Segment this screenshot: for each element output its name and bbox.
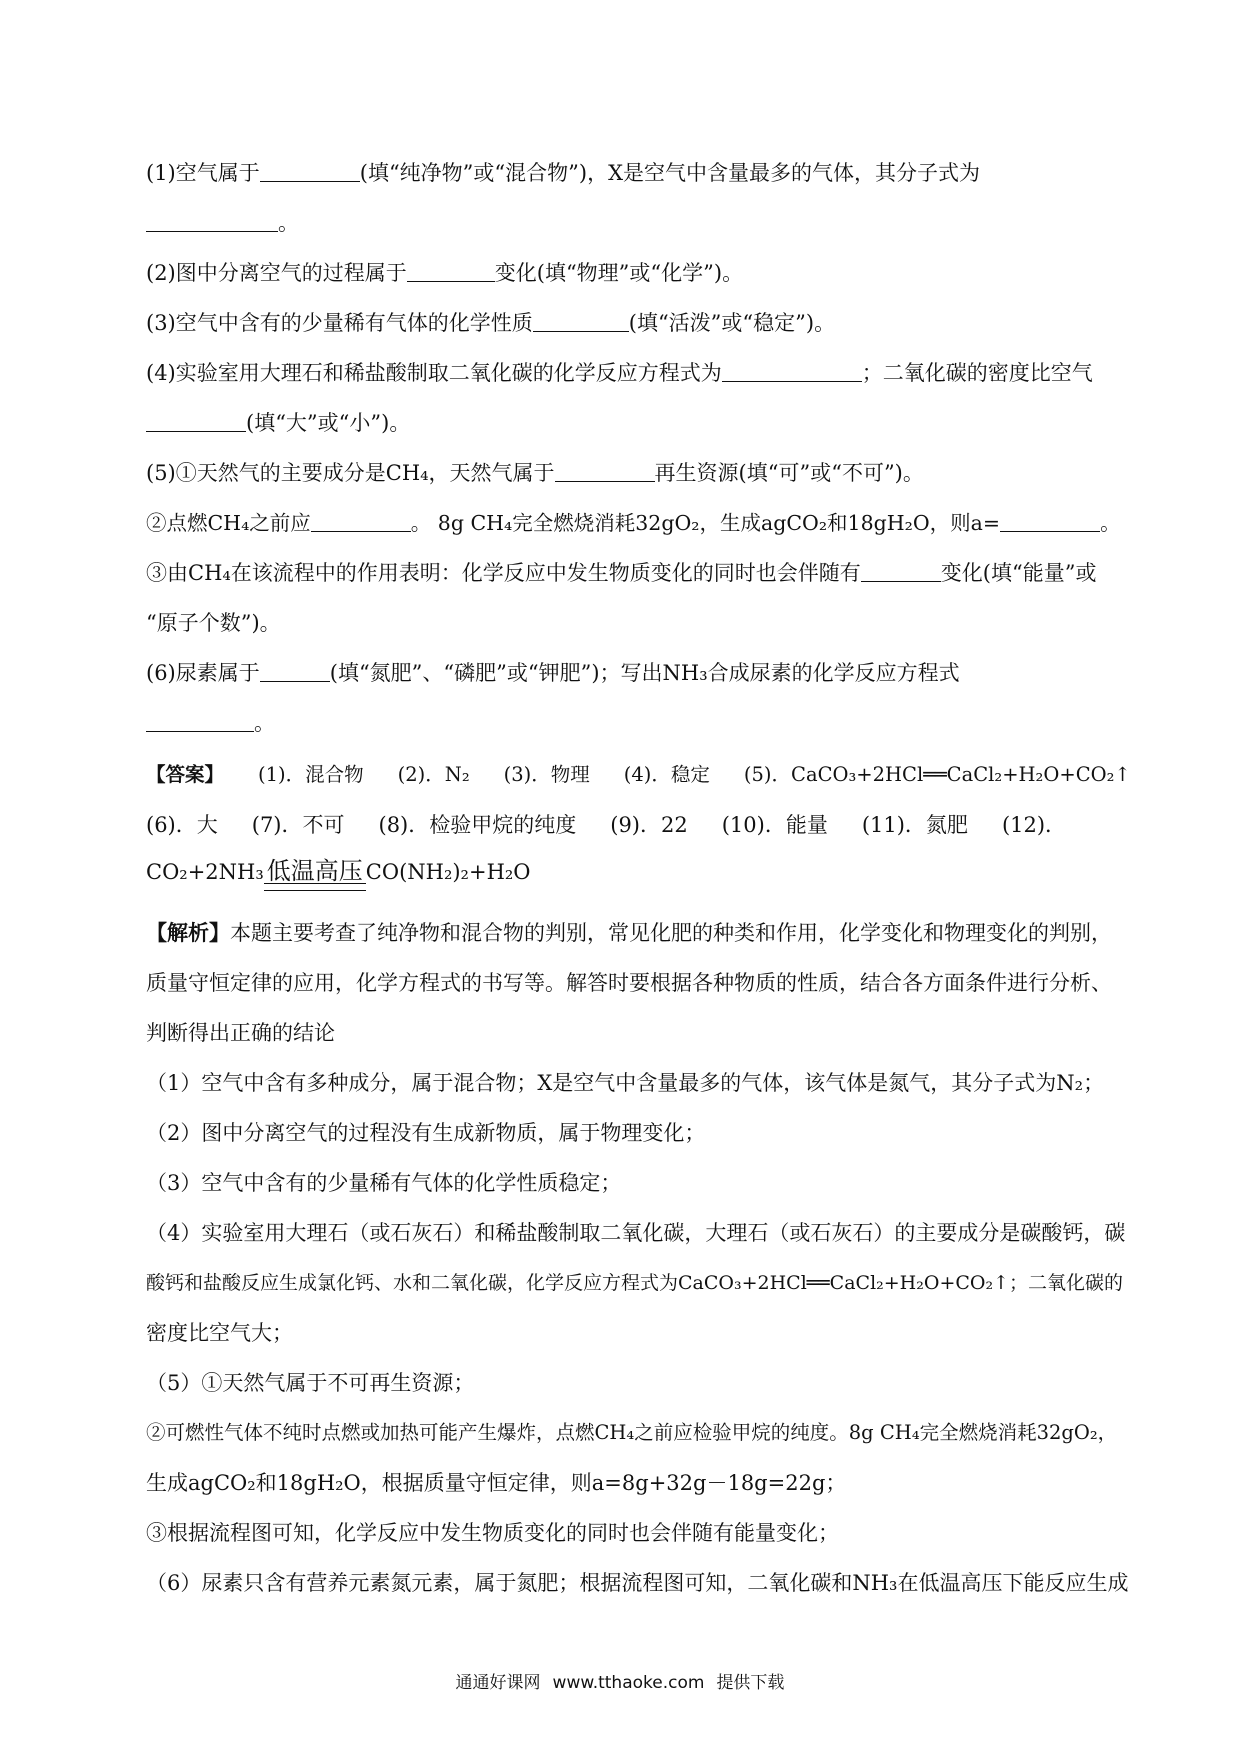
question-6-line-1 [146, 658, 1136, 688]
q6-blank-2 [146, 711, 254, 732]
analysis-p4-1 [146, 1218, 1136, 1248]
question-5-line-4 [146, 608, 1136, 638]
question-6-line-2 [146, 708, 1136, 738]
question-5-line-1 [146, 458, 1136, 488]
q4-blank-2 [146, 411, 246, 432]
analysis-p4-2 [146, 1268, 1136, 1298]
analysis-p4-text-3: 密度比空气大； [146, 1321, 293, 1345]
question-5-line-2 [146, 508, 1136, 538]
analysis-p4-text-1: （4）实验室用大理石（或石灰石）和稀盐酸制取二氧化碳，大理石（或石灰石）的主要成分是碳酸钙，碳 [146, 1221, 1126, 1245]
q1-text-a: (1)空气属于 [146, 161, 260, 185]
q5-text-b: 再生资源(填“可”或“不可”)。 [654, 461, 924, 485]
answer-7: (7)．不可 [251, 813, 345, 837]
q2-text-b: 变化(填“物理”或“化学”)。 [494, 261, 744, 285]
question-3-line [146, 308, 1136, 338]
analysis-p6-text-1: （6）尿素只含有营养元素氮元素，属于氮肥；根据流程图可知，二氧化碳和NH₃在低温高压下能反应生成 [146, 1571, 1129, 1595]
answer-5: (5)．CaCO₃+2HCl══CaCl₂+H₂O+CO₂↑ [743, 763, 1131, 786]
q5-text-g: 变化(填“能量”或 [940, 561, 1097, 585]
q4-text-c: (填“大”或“小”)。 [246, 411, 411, 435]
q2-text-a: (2)图中分离空气的过程属于 [146, 261, 407, 285]
q4-text-a: (4)实验室用大理石和稀盐酸制取二氧化碳的化学反应方程式为 [146, 361, 722, 385]
answer-3: (3)．物理 [503, 763, 590, 786]
question-1-line-1 [146, 158, 1136, 188]
analysis-intro-3 [146, 1018, 1136, 1048]
analysis-p6-1 [146, 1568, 1136, 1598]
q6-text-a: (6)尿素属于 [146, 661, 260, 685]
page-footer [0, 1668, 1240, 1693]
answer-4: (4)．稳定 [623, 763, 710, 786]
analysis-p2 [146, 1118, 1136, 1148]
q1-text-c: 。 [278, 211, 299, 235]
analysis-intro-text-1: 本题主要考查了纯净物和混合物的判别，常见化肥的种类和作用，化学变化和物理变化的判别， [230, 921, 1112, 945]
question-4-line-2 [146, 408, 1136, 438]
q1-blank-1 [260, 161, 360, 182]
q5-text-h: “原子个数”)。 [146, 611, 281, 635]
question-5-line-3 [146, 558, 1136, 588]
analysis-p5-1 [146, 1368, 1136, 1398]
q5-text-e: 。 [1100, 511, 1121, 535]
analysis-p5-text-3: 生成agCO₂和18gH₂O，根据质量守恒定律，则a=8g+32g－18g=22g； [146, 1471, 847, 1495]
equation-condition: 低温高压 [266, 857, 363, 885]
analysis-label: 【解析】 [146, 920, 230, 945]
analysis-p5-text-2: ②可燃性气体不纯时点燃或加热可能产生爆炸，点燃CH₄之前应检验甲烷的纯度。8g CH₄完全燃烧消耗32gO₂， [146, 1421, 1118, 1444]
analysis-p5-2 [146, 1418, 1136, 1448]
q4-blank-1 [722, 361, 862, 382]
q5-blank-2 [311, 511, 411, 532]
q1-text-b: (填“纯净物”或“混合物”)，X是空气中含量最多的气体，其分子式为 [359, 161, 981, 185]
q3-text-b: (填“活泼”或“稳定”)。 [628, 311, 836, 335]
q3-blank [533, 311, 629, 332]
analysis-p1 [146, 1068, 1136, 1098]
analysis-p3-text: （3）空气中含有的少量稀有气体的化学性质稳定； [146, 1171, 622, 1195]
analysis-p1-text: （1）空气中含有多种成分，属于混合物；X是空气中含量最多的气体，该气体是氮气，其分子式为N₂； [146, 1071, 1105, 1095]
q5-blank-4 [861, 561, 941, 582]
equation-left: CO₂+2NH₃ [146, 860, 264, 884]
analysis-p5-text-1: （5）①天然气属于不可再生资源； [146, 1371, 475, 1395]
answer-8: (8)．检验甲烷的纯度 [378, 813, 577, 837]
equation-condition-sign [264, 856, 366, 887]
answer-12: (12)． [1001, 813, 1067, 837]
equation-right: CO(NH₂)₂+H₂O [365, 860, 531, 884]
analysis-intro-text-3: 判断得出正确的结论 [146, 1021, 335, 1045]
answer-2: (2)．N₂ [397, 763, 470, 786]
answer-equation-line [146, 856, 1136, 887]
analysis-p2-text: （2）图中分离空气的过程没有生成新物质，属于物理变化； [146, 1121, 706, 1145]
q2-blank [407, 261, 495, 282]
question-4-line-1 [146, 358, 1136, 388]
q5-text-d: 。 8g CH₄完全燃烧消耗32gO₂，生成agCO₂和18gH₂O，则a= [410, 511, 1001, 535]
question-2-line [146, 258, 1136, 288]
q3-text-a: (3)空气中含有的少量稀有气体的化学性质 [146, 311, 533, 335]
q5-blank-3 [1000, 511, 1100, 532]
analysis-intro-2 [146, 968, 1136, 998]
analysis-p5-4 [146, 1518, 1136, 1548]
q5-text-f: ③由CH₄在该流程中的作用表明：化学反应中发生物质变化的同时也会伴随有 [146, 561, 861, 585]
q4-text-b: ；二氧化碳的密度比空气 [861, 361, 1093, 385]
equation-double-line [264, 883, 366, 891]
q5-blank-1 [555, 461, 655, 482]
analysis-intro-text-2: 质量守恒定律的应用，化学方程式的书写等。解答时要根据各种物质的性质，结合各方面条件进行分析、 [146, 971, 1112, 995]
analysis-p4-text-2: 酸钙和盐酸反应生成氯化钙、水和二氧化碳，化学反应方程式为CaCO₃+2HCl══CaCl₂+H₂O+CO₂↑；二氧化碳的 [146, 1272, 1124, 1294]
analysis-p5-3 [146, 1468, 1136, 1498]
answer-line-2 [146, 810, 1136, 840]
question-1-line-2 [146, 208, 1136, 238]
q1-blank-2 [146, 211, 278, 232]
analysis-p3 [146, 1168, 1136, 1198]
answer-10: (10)．能量 [721, 813, 828, 837]
footer-note: 提供下载 [716, 1673, 785, 1693]
q6-text-c: 。 [254, 711, 275, 735]
footer-site: 通通好课网 [455, 1673, 541, 1693]
q5-text-c: ②点燃CH₄之前应 [146, 511, 311, 535]
answer-1: (1)．混合物 [258, 763, 364, 786]
answer-line-1 [146, 760, 1136, 790]
q5-text-a: (5)①天然气的主要成分是CH₄，天然气属于 [146, 461, 555, 485]
analysis-p5-text-4: ③根据流程图可知，化学反应中发生物质变化的同时也会伴随有能量变化； [146, 1521, 839, 1545]
analysis-intro-1 [146, 918, 1136, 948]
answer-6: (6)．大 [146, 813, 218, 837]
q6-blank-1 [260, 661, 330, 682]
analysis-p4-3 [146, 1318, 1136, 1348]
q6-text-b: (填“氮肥”、“磷肥”或“钾肥”)；写出NH₃合成尿素的化学反应方程式 [329, 661, 960, 685]
answer-9: (9)．22 [610, 813, 688, 837]
answer-label: 【答案】 [146, 763, 225, 786]
footer-url[interactable]: www.tthaoke.com [552, 1673, 705, 1693]
answer-11: (11)．氮肥 [861, 813, 968, 837]
